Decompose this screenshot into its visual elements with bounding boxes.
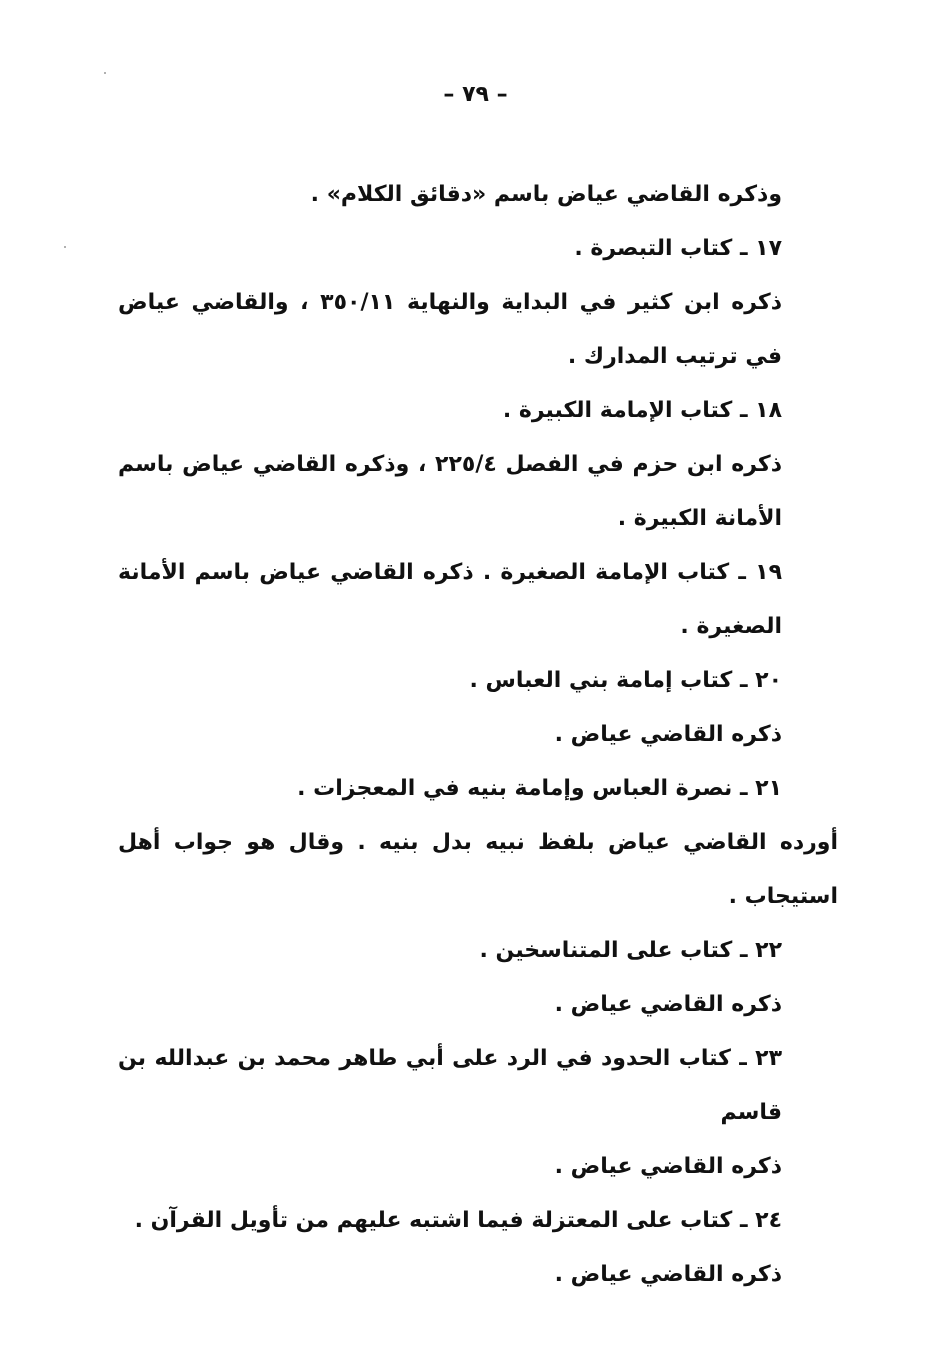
paragraph: ذكره القاضي عياض .: [554, 1262, 782, 1287]
list-item-heading: ٢١ ـ نصرة العباس وإمامة بنيه في المعجزات .: [297, 776, 782, 801]
scan-speck: [104, 72, 106, 74]
paragraph: ذكره القاضي عياض .: [554, 992, 782, 1017]
body-text: [118, 168, 838, 1302]
paragraph: ذكره ابن حزم في الفصل ٢٢٥/٤ ، وذكره القاضي عياض باسم الأمانة الكبيرة .: [118, 452, 782, 531]
list-item-heading: ٢٢ ـ كتاب على المتناسخين .: [479, 938, 782, 963]
list-item-heading: ٢٣ ـ كتاب الحدود في الرد على أبي طاهر محمد بن عبدالله بن قاسم: [118, 1046, 782, 1125]
paragraph: ذكره القاضي عياض .: [554, 1154, 782, 1179]
list-item-heading: ١٧ ـ كتاب التبصرة .: [574, 236, 782, 261]
list-item-heading: ٢٤ ـ كتاب على المعتزلة فيما اشتبه عليهم من تأويل القرآن .: [134, 1208, 782, 1233]
paragraph: وذكره القاضي عياض باسم «دقائق الكلام» .: [310, 182, 782, 207]
paragraph: ذكره القاضي عياض .: [554, 722, 782, 747]
paragraph: أورده القاضي عياض بلفظ نبيه بدل بنيه . وقال هو جواب أهل استيجاب .: [118, 830, 838, 909]
list-item-heading: ١٩ ـ كتاب الإمامة الصغيرة . ذكره القاضي عياض باسم الأمانة الصغيرة .: [118, 560, 782, 639]
list-item-heading: ١٨ ـ كتاب الإمامة الكبيرة .: [502, 398, 782, 423]
list-item-heading: ٢٠ ـ كتاب إمامة بني العباس .: [469, 668, 782, 693]
page-number: – ٧٩ –: [443, 82, 508, 107]
paragraph: ذكره ابن كثير في البداية والنهاية ٣٥٠/١١ ، والقاضي عياض في ترتيب المدارك .: [118, 290, 782, 369]
scan-speck: [64, 246, 66, 248]
